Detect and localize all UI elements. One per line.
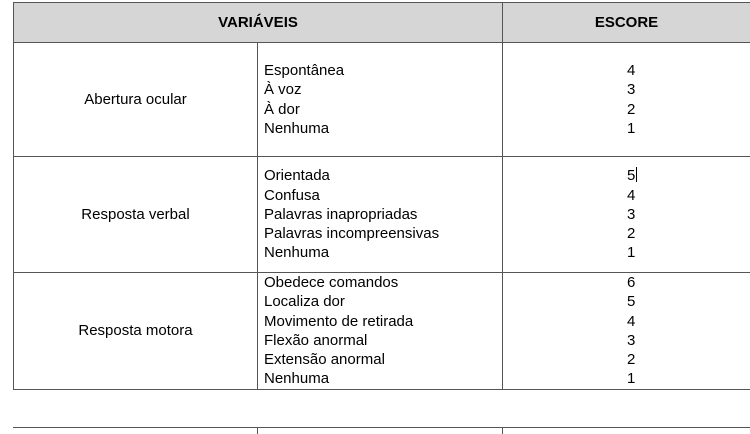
score-item: 4 — [503, 312, 750, 331]
option-item: Obedece comandos — [264, 273, 502, 292]
option-item: À dor — [264, 100, 502, 119]
options-motor-response — [258, 273, 503, 390]
score-item: 3 — [503, 205, 750, 224]
options-verbal-response — [258, 157, 503, 273]
row-eye-opening — [14, 43, 750, 157]
header-variables: VARIÁVEIS — [14, 3, 503, 43]
row-verbal-response — [14, 157, 750, 273]
score-item: 1 — [503, 119, 750, 138]
score-item: 1 — [503, 243, 750, 262]
option-item: Localiza dor — [264, 292, 502, 311]
score-item: 3 — [503, 80, 750, 99]
category-eye-opening: Abertura ocular — [14, 43, 258, 157]
glasgow-scale-table — [13, 2, 750, 390]
category-verbal-response: Resposta verbal — [14, 157, 258, 273]
scores-verbal-response[interactable] — [503, 157, 750, 273]
score-item: 6 — [503, 273, 750, 292]
score-value: 5 — [627, 167, 635, 184]
option-item: Orientada — [264, 166, 502, 185]
option-item: Movimento de retirada — [264, 312, 502, 331]
option-item: Nenhuma — [264, 119, 502, 138]
row-motor-response — [14, 273, 750, 390]
score-item: 5 — [503, 292, 750, 311]
score-item: 4 — [503, 61, 750, 80]
next-table-top-edge — [13, 427, 750, 433]
scores-motor-response — [503, 273, 750, 390]
scores-eye-opening — [503, 43, 750, 157]
score-item: 2 — [503, 350, 750, 369]
score-item: 4 — [503, 186, 750, 205]
option-item: Flexão anormal — [264, 331, 502, 350]
score-item: 2 — [503, 100, 750, 119]
text-cursor — [636, 167, 637, 182]
option-item: Palavras incompreensivas — [264, 224, 502, 243]
score-item: 3 — [503, 331, 750, 350]
column-divider — [257, 428, 258, 434]
score-item: 2 — [503, 224, 750, 243]
option-item: Espontânea — [264, 61, 502, 80]
score-item-with-caret[interactable] — [503, 166, 750, 185]
header-score: ESCORE — [503, 3, 750, 43]
option-item: Palavras inapropriadas — [264, 205, 502, 224]
option-item: Nenhuma — [264, 243, 502, 262]
option-item: Extensão anormal — [264, 350, 502, 369]
column-divider — [502, 428, 503, 434]
category-motor-response: Resposta motora — [14, 273, 258, 390]
options-eye-opening — [258, 43, 503, 157]
header-row — [14, 3, 750, 43]
score-item: 1 — [503, 369, 750, 388]
option-item: Nenhuma — [264, 369, 502, 388]
option-item: Confusa — [264, 186, 502, 205]
option-item: À voz — [264, 80, 502, 99]
